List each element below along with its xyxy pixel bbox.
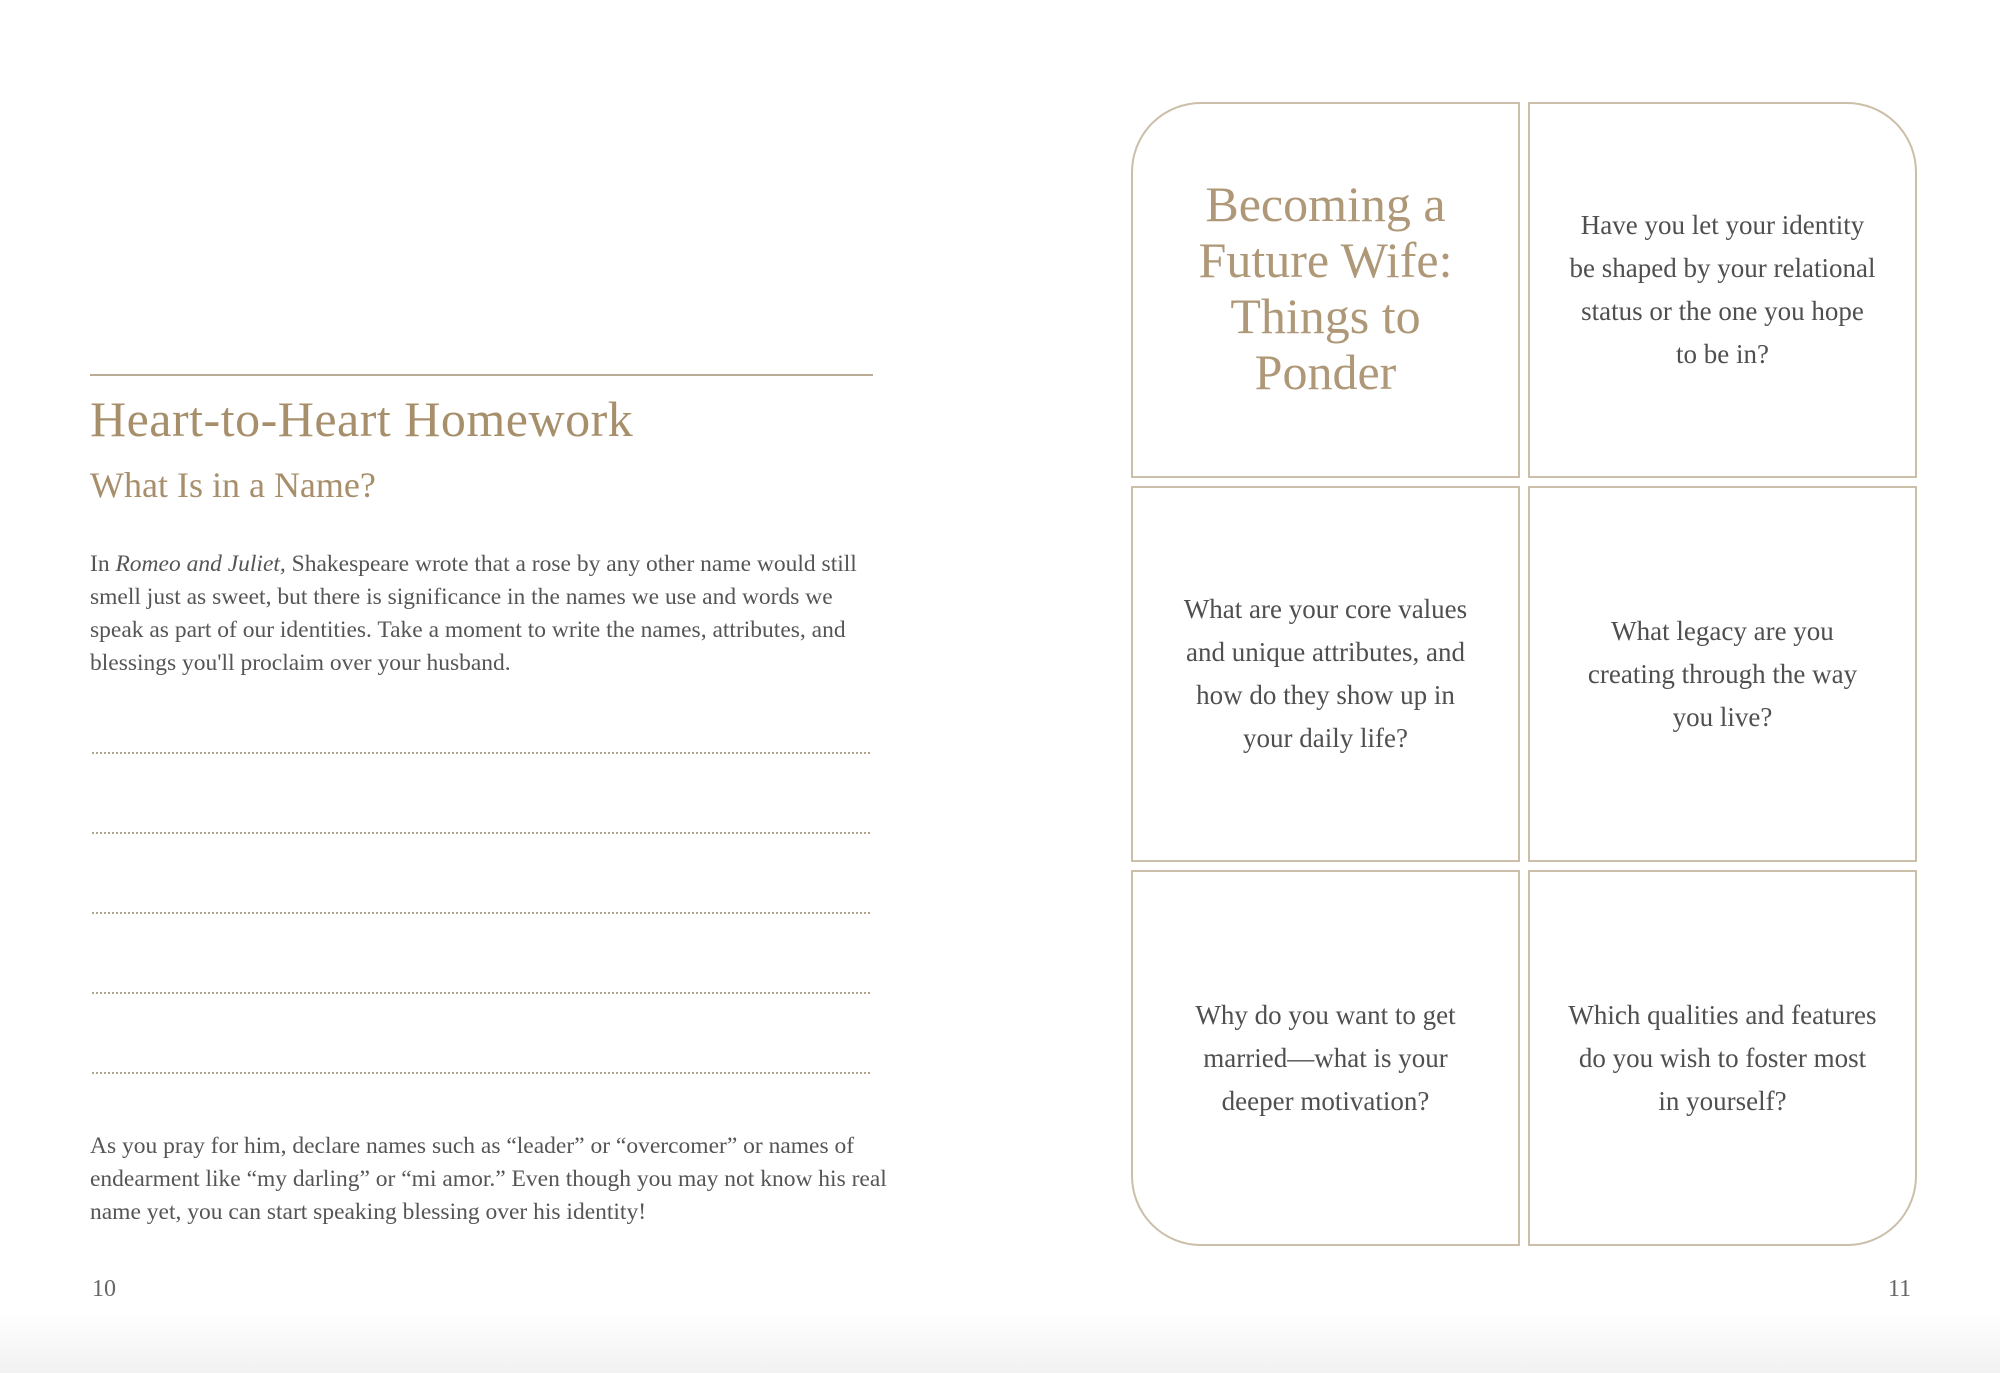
writing-line[interactable] [92, 912, 870, 914]
title-card [1131, 102, 1520, 478]
question-text: What are your core values and unique attributes, and how do they show up in your daily life? [1183, 594, 1468, 753]
section-title: Heart-to-Heart Homework [90, 391, 634, 447]
question-card [1131, 870, 1520, 1246]
work-title: Romeo and Juliet, [115, 551, 286, 577]
writing-line[interactable] [92, 752, 870, 754]
ponder-grid [1131, 102, 1917, 1250]
question-text: Which qualities and features do you wish to foster most in yourself? [1568, 999, 1877, 1116]
question-text: What legacy are you creating through the way you live? [1587, 615, 1858, 732]
question-text: Have you let your identity be shaped by your relational status or the one you hope to be in? [1569, 210, 1876, 369]
page-bottom-shadow [0, 1313, 2000, 1373]
page-number-right: 11 [1888, 1276, 1912, 1302]
section-subtitle: What Is in a Name? [90, 465, 376, 505]
question-card [1528, 870, 1917, 1246]
page-number-left: 10 [92, 1276, 116, 1302]
writing-line[interactable] [92, 992, 870, 994]
question-card [1528, 102, 1917, 478]
intro-prefix: In [90, 551, 116, 577]
question-card [1528, 486, 1917, 862]
question-card [1131, 486, 1520, 862]
intro-paragraph [90, 548, 890, 680]
top-divider [90, 374, 873, 376]
card-title: Becoming a Future Wife: Things to Ponder [1198, 176, 1453, 400]
writing-line[interactable] [92, 832, 870, 834]
question-text: Why do you want to get married—what is your deeper motivation? [1195, 999, 1456, 1116]
intro-rest: Shakespeare wrote that a rose by any other name would still smell just as sweet, but there is significance in the names we use and words we speak as part of our identities. Take a moment to write the names, attributes, and blessings you'll proclaim over your husband. [90, 551, 857, 676]
outro-paragraph: As you pray for him, declare names such as “leader” or “overcomer” or names of endearment like “my darling” or “mi amor.” Even though you may not know his real name yet, you can start speaking blessing over his identity! [90, 1133, 887, 1225]
writing-line[interactable] [92, 1072, 870, 1074]
